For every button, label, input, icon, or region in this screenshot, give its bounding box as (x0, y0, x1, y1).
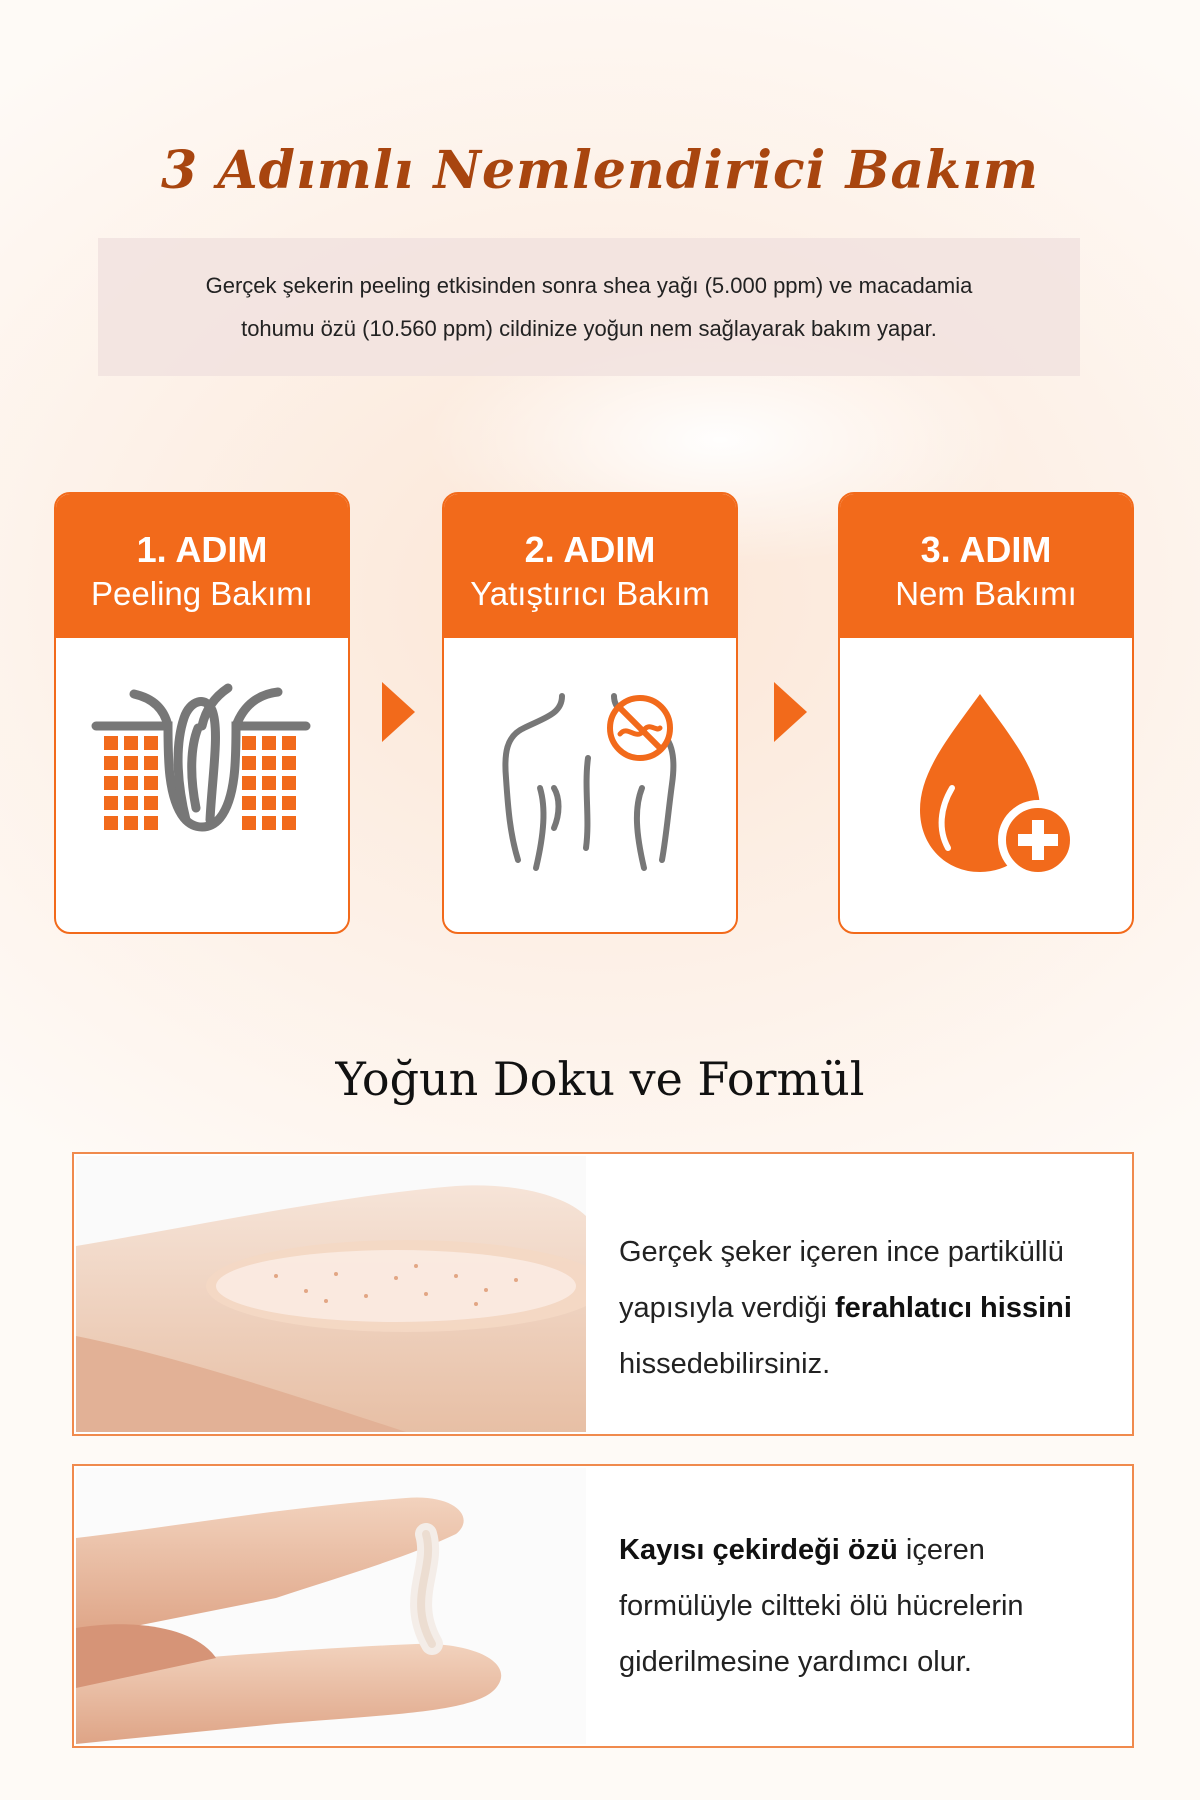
card-1-line-2-text: yapısıyla verdiği (619, 1292, 835, 1324)
card-1-line-1: Gerçek şeker içeren ince partiküllü (619, 1236, 1064, 1268)
card-2-line-1 (619, 1522, 1119, 1578)
step-number-1: 1. ADIM (136, 529, 268, 570)
card-1-highlight: ferahlatıcı hissini (835, 1292, 1072, 1324)
card-2-line-3: giderilmesine yardımcı olur. (619, 1646, 972, 1678)
no-irritation-body-icon (444, 638, 736, 932)
section-subtitle: Yoğun Doku ve Formül (335, 1052, 865, 1106)
intro-box (98, 238, 1080, 376)
hand-scrub-photo (76, 1156, 586, 1432)
step-header-2 (444, 494, 736, 638)
step-number-3: 3. ADIM (920, 529, 1052, 570)
step-name-1: Peeling Bakımı (91, 575, 313, 612)
step-card-3 (838, 492, 1134, 934)
step-name-2: Yatıştırıcı Bakım (470, 575, 710, 612)
card-1-line-3: hissedebilirsiniz. (619, 1348, 831, 1380)
step-card-2 (442, 492, 738, 934)
intro-line-2: tohumu özü (10.560 ppm) cildinize yoğun nem sağlayarak bakım yapar. (241, 316, 937, 341)
water-drop-plus-icon (840, 638, 1132, 932)
card-2-highlight: Kayısı çekirdeği özü (619, 1534, 898, 1566)
step-number-2: 2. ADIM (524, 529, 656, 570)
intro-line-1: Gerçek şekerin peeling etkisinden sonra shea yağı (5.000 ppm) ve macadamia (205, 273, 973, 298)
card-1-line-2 (619, 1280, 1119, 1336)
step-card-1 (54, 492, 350, 934)
step-header-1 (56, 494, 348, 638)
card-2-line-1-text: içeren (897, 1534, 985, 1566)
arrow-right-icon (774, 682, 807, 742)
skin-pore-icon (56, 638, 348, 932)
card-text-1 (619, 1224, 1119, 1392)
texture-card-1 (72, 1152, 1134, 1436)
card-text-2 (619, 1522, 1119, 1690)
page-title: 3 Adımlı Nemlendirici Bakım (161, 140, 1039, 201)
arrow-right-icon (382, 682, 415, 742)
texture-card-2 (72, 1464, 1134, 1748)
card-2-line-2: formülüyle ciltteki ölü hücrelerin (619, 1590, 1024, 1622)
step-name-3: Nem Bakımı (895, 575, 1077, 612)
fingers-scrub-photo (76, 1468, 586, 1744)
step-header-3 (840, 494, 1132, 638)
